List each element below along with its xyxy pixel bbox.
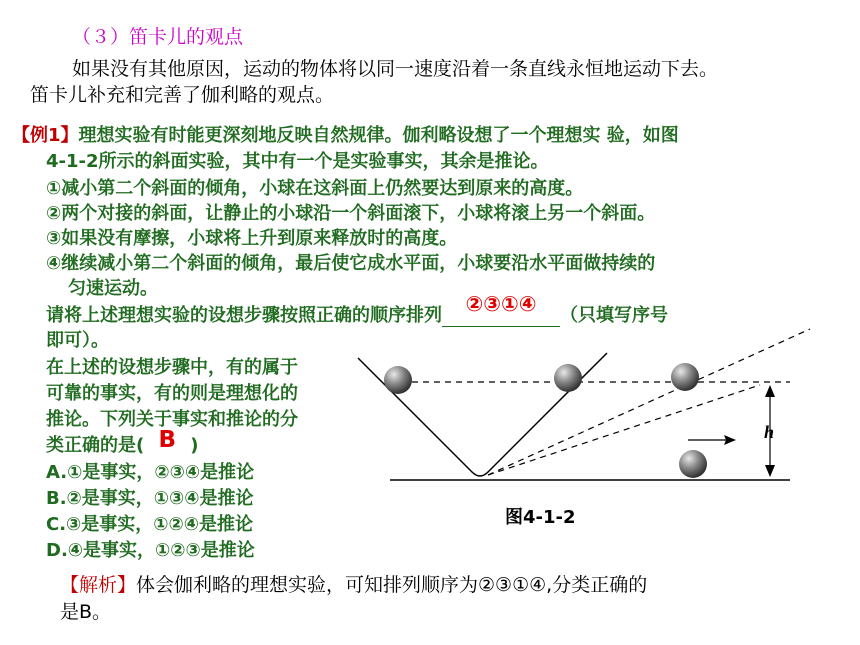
option-d: D.④是事实，①②③是推论 (46, 540, 255, 561)
step-1: ①减小第二个斜面的倾角，小球在这斜面上仍然要达到原来的高度。 (46, 178, 584, 199)
answer-order: ②③①④ (465, 292, 537, 316)
option-a: A.①是事实，②③④是推论 (46, 462, 255, 483)
question-2-close: ) (190, 435, 199, 456)
option-b: B.②是事实，①③④是推论 (46, 488, 254, 509)
question-2-line-1: 在上述的设想步骤中，有的属于 (46, 357, 298, 378)
example-tag: 【例1】 (12, 125, 79, 146)
analysis-tag: 【解析】 (60, 574, 137, 596)
analysis-line-2: 是B。 (60, 601, 112, 623)
ball-middle (554, 364, 582, 392)
question-1-suffix: （只填写序号 (560, 305, 668, 326)
step-4-continued: 匀速运动。 (68, 278, 158, 299)
question-1-line-2: 即可）。 (46, 330, 109, 351)
example-intro-text: 理想实验有时能更深刻地反映自然规律。伽利略设想了一个理想实 验，如图 (78, 125, 679, 146)
step-4: ④继续减小第二个斜面的倾角，最后使它成水平面，小球要沿水平面做持续的 (46, 253, 656, 274)
example-intro-line-1 (12, 121, 679, 147)
option-c: C.③是事实，①②④是推论 (46, 514, 254, 535)
step-2: ②两个对接的斜面，让静止的小球沿一个斜面滚下，小球将滚上另一个斜面。 (46, 203, 656, 224)
paragraph-line-1: 如果没有其他原因，运动的物体将以同一速度沿着一条直线永恒地运动下去。 (72, 58, 719, 80)
question-2-line-2: 可靠的事实，有的则是理想化的 (46, 383, 298, 404)
answer-blank (442, 292, 560, 327)
height-arrow-top (765, 385, 775, 397)
height-arrow-bottom (765, 465, 775, 477)
dashed-incline-shallow (488, 385, 760, 475)
dashed-incline-steep (488, 329, 810, 475)
answer-choice: B (158, 427, 176, 453)
ball-left (384, 366, 412, 394)
question-2-line-4 (46, 427, 199, 457)
question-1-text: 请将上述理想实验的设想步骤按照正确的顺序排列 (46, 305, 442, 326)
question-1-line (46, 292, 668, 327)
question-2-line-3: 推论。下列关于事实和推论的分 (46, 409, 298, 430)
ball-right (671, 363, 699, 391)
inclined-plane-figure (350, 325, 820, 500)
ball-ground (679, 450, 707, 478)
analysis-text: 体会伽利略的理想实验，可知排列顺序为②③①④,分类正确的 (136, 574, 648, 596)
figure-caption: 图4-1-2 (505, 507, 576, 528)
height-label: h (764, 422, 775, 442)
analysis-line-1 (60, 570, 647, 597)
step-3: ③如果没有摩擦，小球将上升到原来释放时的高度。 (46, 228, 458, 249)
example-intro-line-2: 4-1-2所示的斜面实验，其中有一个是实验事实，其余是推论。 (46, 151, 549, 172)
question-2-text: 类正确的是( (46, 435, 145, 456)
section-heading: （３）笛卡儿的观点 (72, 26, 244, 48)
paragraph-line-2: 笛卡儿补充和完善了伽利略的观点。 (30, 84, 335, 106)
